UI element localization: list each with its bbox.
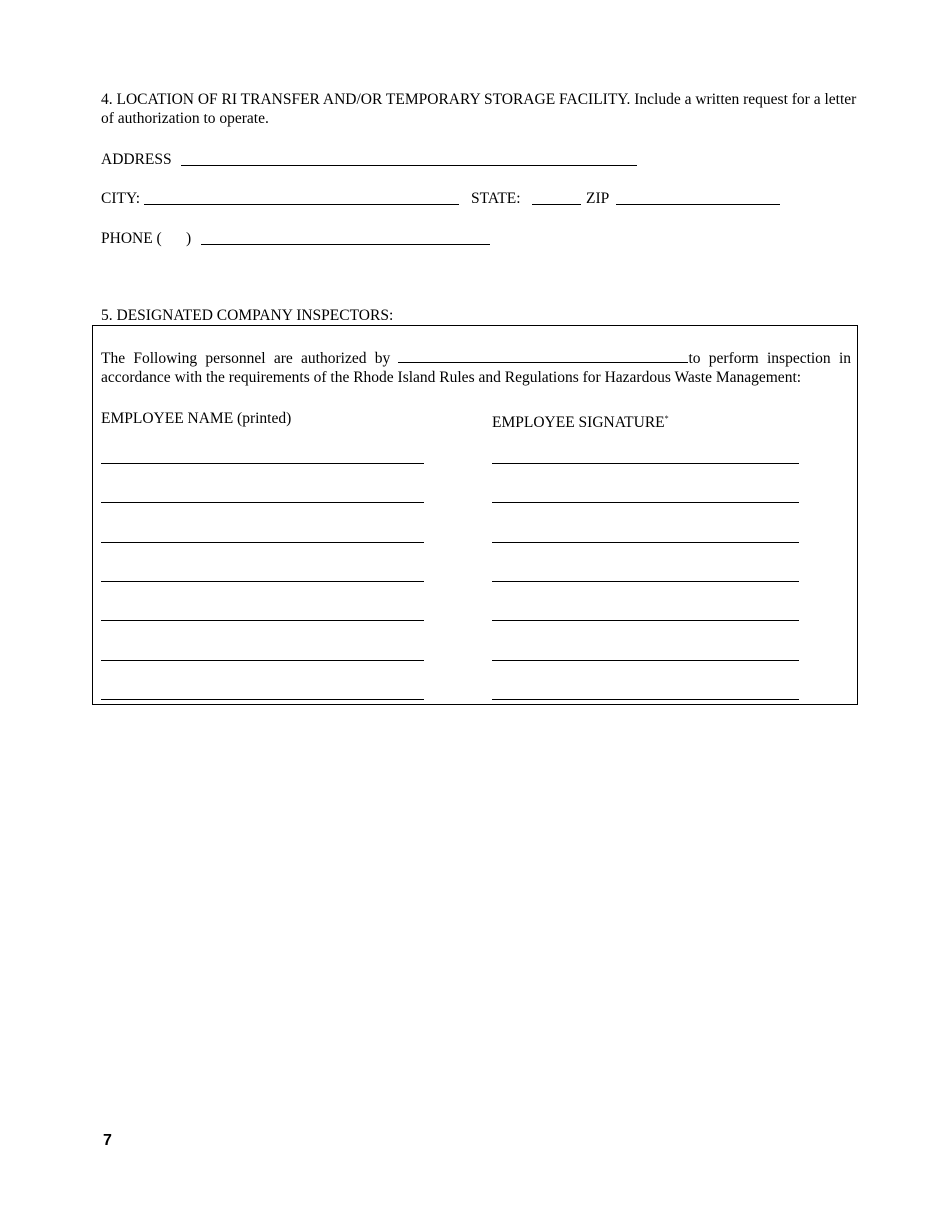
employee-name-field[interactable] <box>101 542 424 543</box>
page-number: 7 <box>103 1132 112 1149</box>
zip-field[interactable] <box>616 204 780 205</box>
employee-name-field[interactable] <box>101 502 424 503</box>
section-5-heading: 5. DESIGNATED COMPANY INSPECTORS: <box>101 307 394 324</box>
employee-signature-field[interactable] <box>492 581 799 582</box>
state-label: STATE: <box>471 190 521 207</box>
footnote-mark: * <box>664 414 669 423</box>
zip-label: ZIP <box>586 190 610 207</box>
employee-name-field[interactable] <box>101 581 424 582</box>
employee-name-field[interactable] <box>101 660 424 661</box>
employee-name-field[interactable] <box>101 699 424 700</box>
authorization-text <box>101 349 851 387</box>
employee-signature-header-text: EMPLOYEE SIGNATURE <box>492 414 665 432</box>
phone-label-open: PHONE ( <box>101 230 162 247</box>
employee-name-field[interactable] <box>101 620 424 621</box>
city-label: CITY: <box>101 190 141 207</box>
employee-name-field[interactable] <box>101 463 424 464</box>
employee-name-header: EMPLOYEE NAME (printed) <box>101 410 292 427</box>
employee-signature-field[interactable] <box>492 660 799 661</box>
address-label: ADDRESS <box>101 151 172 168</box>
state-field[interactable] <box>532 204 581 205</box>
section-4-heading: 4. LOCATION OF RI TRANSFER AND/OR TEMPORARY STORAGE FACILITY. Include a written request for a letter of authorization to operate. <box>101 91 857 127</box>
employee-signature-field[interactable] <box>492 502 799 503</box>
employee-signature-field[interactable] <box>492 699 799 700</box>
authorization-suffix: to perform inspection in accordance with the requirements of the Rhode Island Rules and Regulations for Hazardous Waste Management: <box>101 350 851 386</box>
employee-signature-field[interactable] <box>492 542 799 543</box>
city-field[interactable] <box>144 204 459 205</box>
company-name-field[interactable] <box>398 349 688 363</box>
phone-label-close: ) <box>186 230 192 247</box>
employee-signature-header <box>492 409 669 432</box>
address-field[interactable] <box>181 165 637 166</box>
authorization-prefix: The Following personnel are authorized by <box>101 350 391 367</box>
employee-signature-field[interactable] <box>492 620 799 621</box>
employee-signature-field[interactable] <box>492 463 799 464</box>
phone-field[interactable] <box>201 244 490 245</box>
